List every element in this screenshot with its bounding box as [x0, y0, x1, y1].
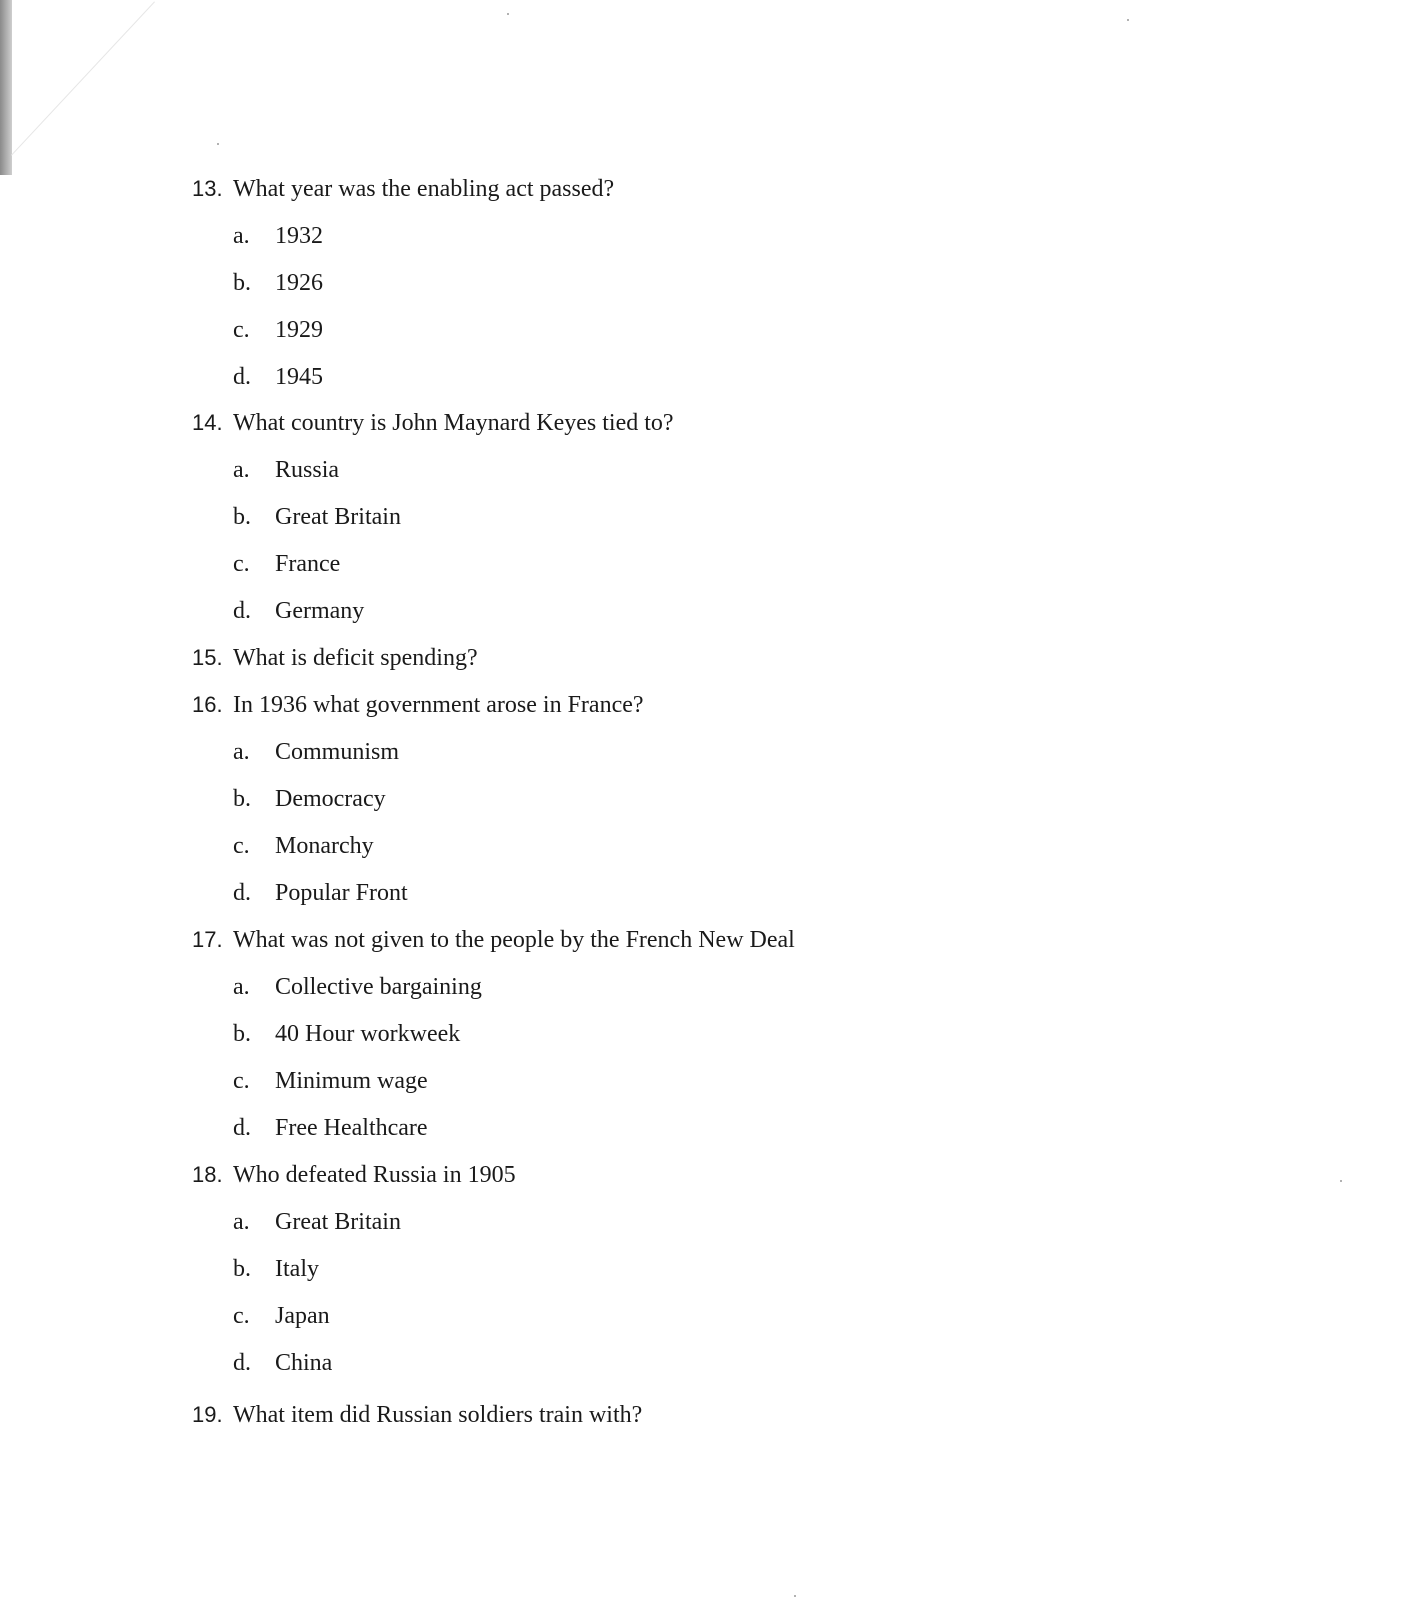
- option-text: 1932: [275, 223, 323, 249]
- question-text: What year was the enabling act passed?: [233, 176, 615, 202]
- option-text: 40 Hour workweek: [275, 1021, 461, 1047]
- option-letter: a.: [233, 974, 250, 1000]
- option-text: Free Healthcare: [275, 1115, 428, 1141]
- question-text: In 1936 what government arose in France?: [233, 692, 644, 718]
- option-letter: d.: [233, 364, 251, 390]
- option-letter: b.: [233, 1256, 251, 1282]
- option-letter: d.: [233, 880, 251, 906]
- option-letter: d.: [233, 1115, 251, 1141]
- question-number: 18.: [192, 1162, 223, 1187]
- question-number: 13.: [192, 176, 223, 201]
- option-letter: c.: [233, 833, 250, 859]
- question-number: 17.: [192, 927, 223, 952]
- question-text: What was not given to the people by the French New Deal: [233, 927, 795, 953]
- question-number: 16.: [192, 692, 223, 717]
- option-text: Japan: [275, 1303, 330, 1329]
- option-text: Great Britain: [275, 1209, 401, 1235]
- option-text: 1929: [275, 317, 323, 343]
- option-letter: b.: [233, 270, 251, 296]
- option-letter: a.: [233, 223, 250, 249]
- option-text: Russia: [275, 457, 340, 483]
- question-number: 15.: [192, 645, 223, 670]
- option-text: Collective bargaining: [275, 974, 482, 1000]
- option-letter: a.: [233, 1209, 250, 1235]
- question-text: Who defeated Russia in 1905: [233, 1162, 516, 1188]
- option-letter: d.: [233, 598, 251, 624]
- option-letter: c.: [233, 551, 250, 577]
- question-text: What country is John Maynard Keyes tied to?: [233, 410, 674, 436]
- option-text: France: [275, 551, 341, 577]
- option-text: Minimum wage: [275, 1068, 428, 1094]
- scan-speck: [507, 13, 509, 15]
- scan-speck: [1340, 1180, 1342, 1182]
- option-text: China: [275, 1350, 333, 1376]
- scan-speck: [794, 1595, 796, 1597]
- option-letter: d.: [233, 1350, 251, 1376]
- option-text: Democracy: [275, 786, 386, 812]
- option-letter: c.: [233, 1068, 250, 1094]
- option-letter: a.: [233, 457, 250, 483]
- scan-speck: [217, 143, 219, 145]
- question-text: What item did Russian soldiers train with?: [233, 1402, 643, 1428]
- option-text: Italy: [275, 1256, 319, 1282]
- option-text: Germany: [275, 598, 365, 624]
- folded-corner: [0, 0, 161, 160]
- scan-speck: [1127, 19, 1129, 21]
- option-letter: b.: [233, 1021, 251, 1047]
- option-letter: b.: [233, 786, 251, 812]
- option-text: Great Britain: [275, 504, 401, 530]
- question-number: 19.: [192, 1402, 223, 1427]
- question-number: 14.: [192, 410, 223, 435]
- option-text: Popular Front: [275, 880, 408, 906]
- option-text: Monarchy: [275, 833, 374, 859]
- option-letter: c.: [233, 317, 250, 343]
- option-letter: c.: [233, 1303, 250, 1329]
- option-letter: a.: [233, 739, 250, 765]
- option-text: 1926: [275, 270, 323, 296]
- option-text: 1945: [275, 364, 323, 390]
- question-text: What is deficit spending?: [233, 645, 478, 671]
- option-letter: b.: [233, 504, 251, 530]
- option-text: Communism: [275, 739, 400, 765]
